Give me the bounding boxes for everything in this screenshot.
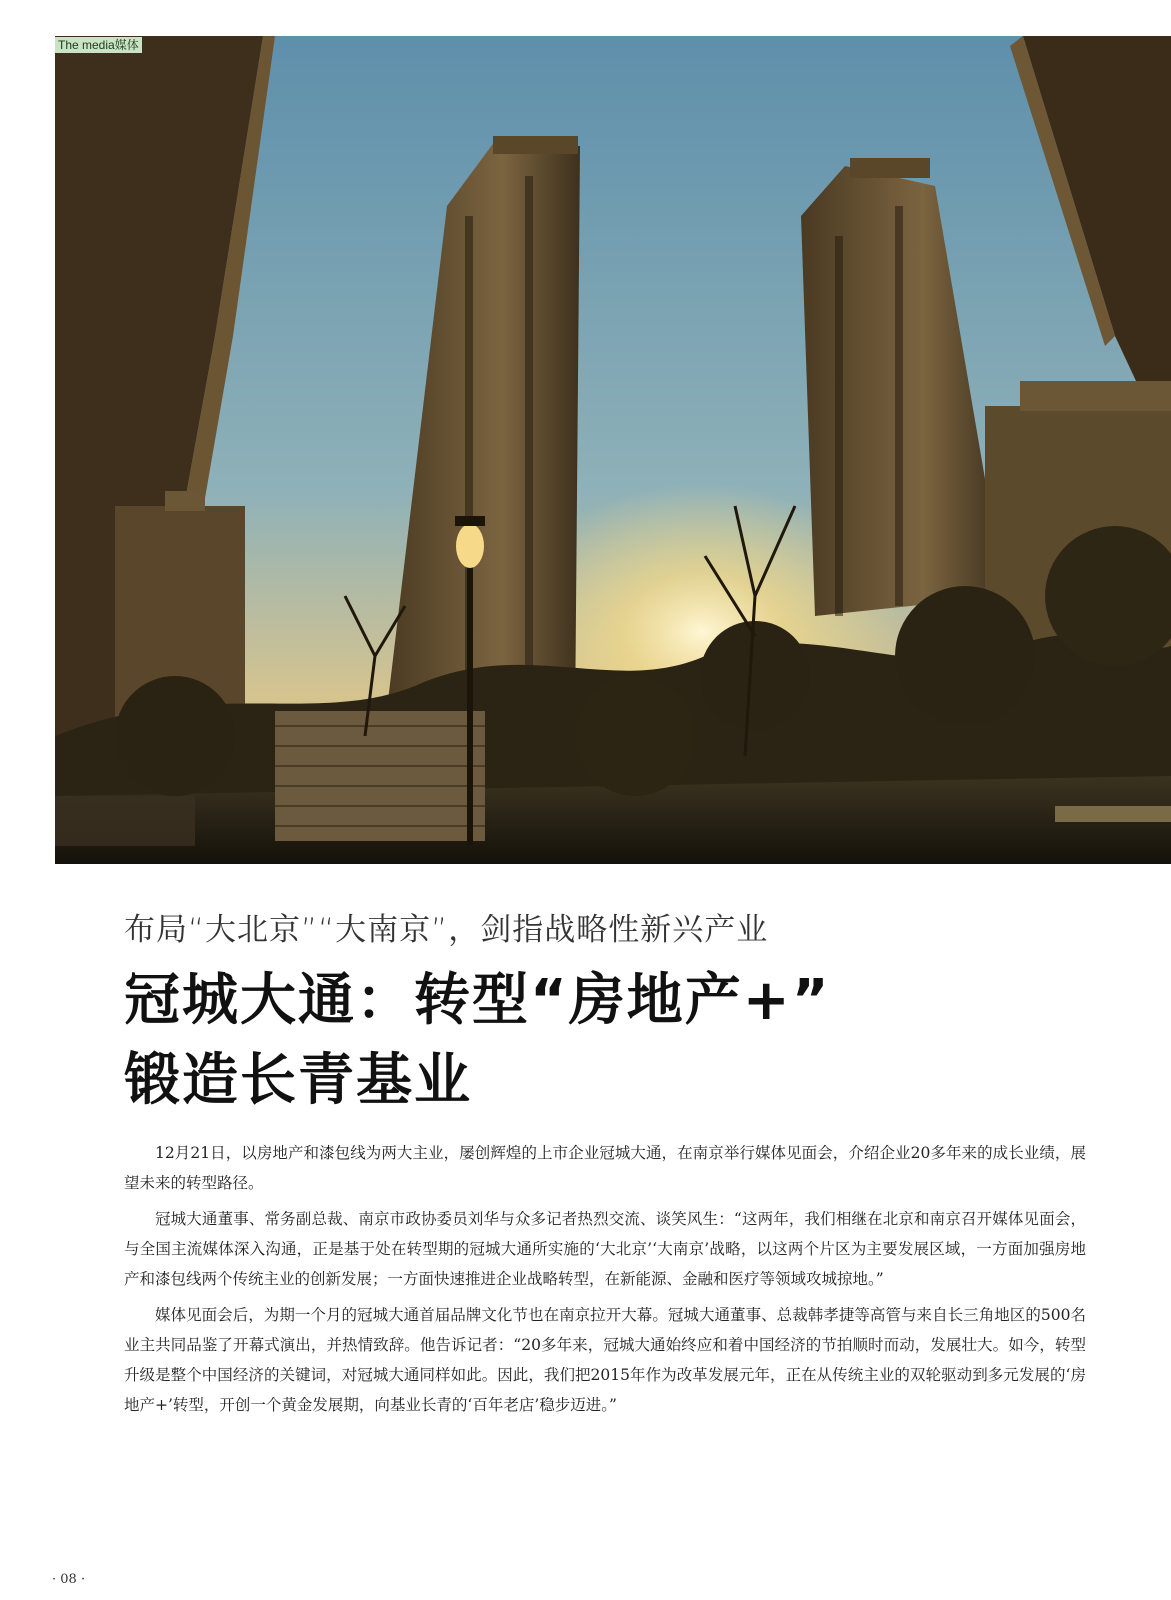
article-body <box>124 1138 1086 1426</box>
article-subtitle: 布局“大北京”“大南京”，剑指战略性新兴产业 <box>124 912 769 948</box>
section-tag: The media媒体 <box>55 37 142 53</box>
paragraph: 冠城大通董事、常务副总裁、南京市政协委员刘华与众多记者热烈交流、谈笑风生：“这两年，我们相继在北京和南京召开媒体见面会，与全国主流媒体深入沟通，正是基于处在转型期的冠城大通所实施的‘大北京’‘大南京’战略，以这两个片区为主要发展区域，一方面加强房地产和漆包线两个传统主业的创新发展；一方面快速推进企业战略转型，在新能源、金融和医疗等领域攻城掠地。” <box>124 1210 1086 1288</box>
article-title-line2: 锻造长青基业 <box>124 1048 472 1113</box>
hero-photo <box>55 36 1171 864</box>
paragraph: 媒体见面会后，为期一个月的冠城大通首届品牌文化节也在南京拉开大幕。冠城大通董事、总裁韩孝捷等高管与来自长三角地区的500名业主共同品鉴了开幕式演出，并热情致辞。他告诉记者：“20多年来，冠城大通始终应和着中国经济的节拍顺时而动，发展壮大。如今，转型升级是整个中国经济的关键词，对冠城大通同样如此。因此，我们把2015年作为改革发展元年，正在从传统主业的双轮驱动到多元发展的‘房地产+’转型，开创一个黄金发展期，向基业长青的‘百年老店’稳步迈进。” <box>124 1306 1086 1414</box>
residential-towers-image <box>55 36 1171 864</box>
article-title-line1: 冠城大通：转型“房地产+” <box>124 968 831 1033</box>
page-number: · 08 · <box>52 1572 86 1587</box>
paragraph: 12月21日，以房地产和漆包线为两大主业，屡创辉煌的上市企业冠城大通，在南京举行媒体见面会，介绍企业20多年来的成长业绩，展望未来的转型路径。 <box>124 1144 1086 1192</box>
